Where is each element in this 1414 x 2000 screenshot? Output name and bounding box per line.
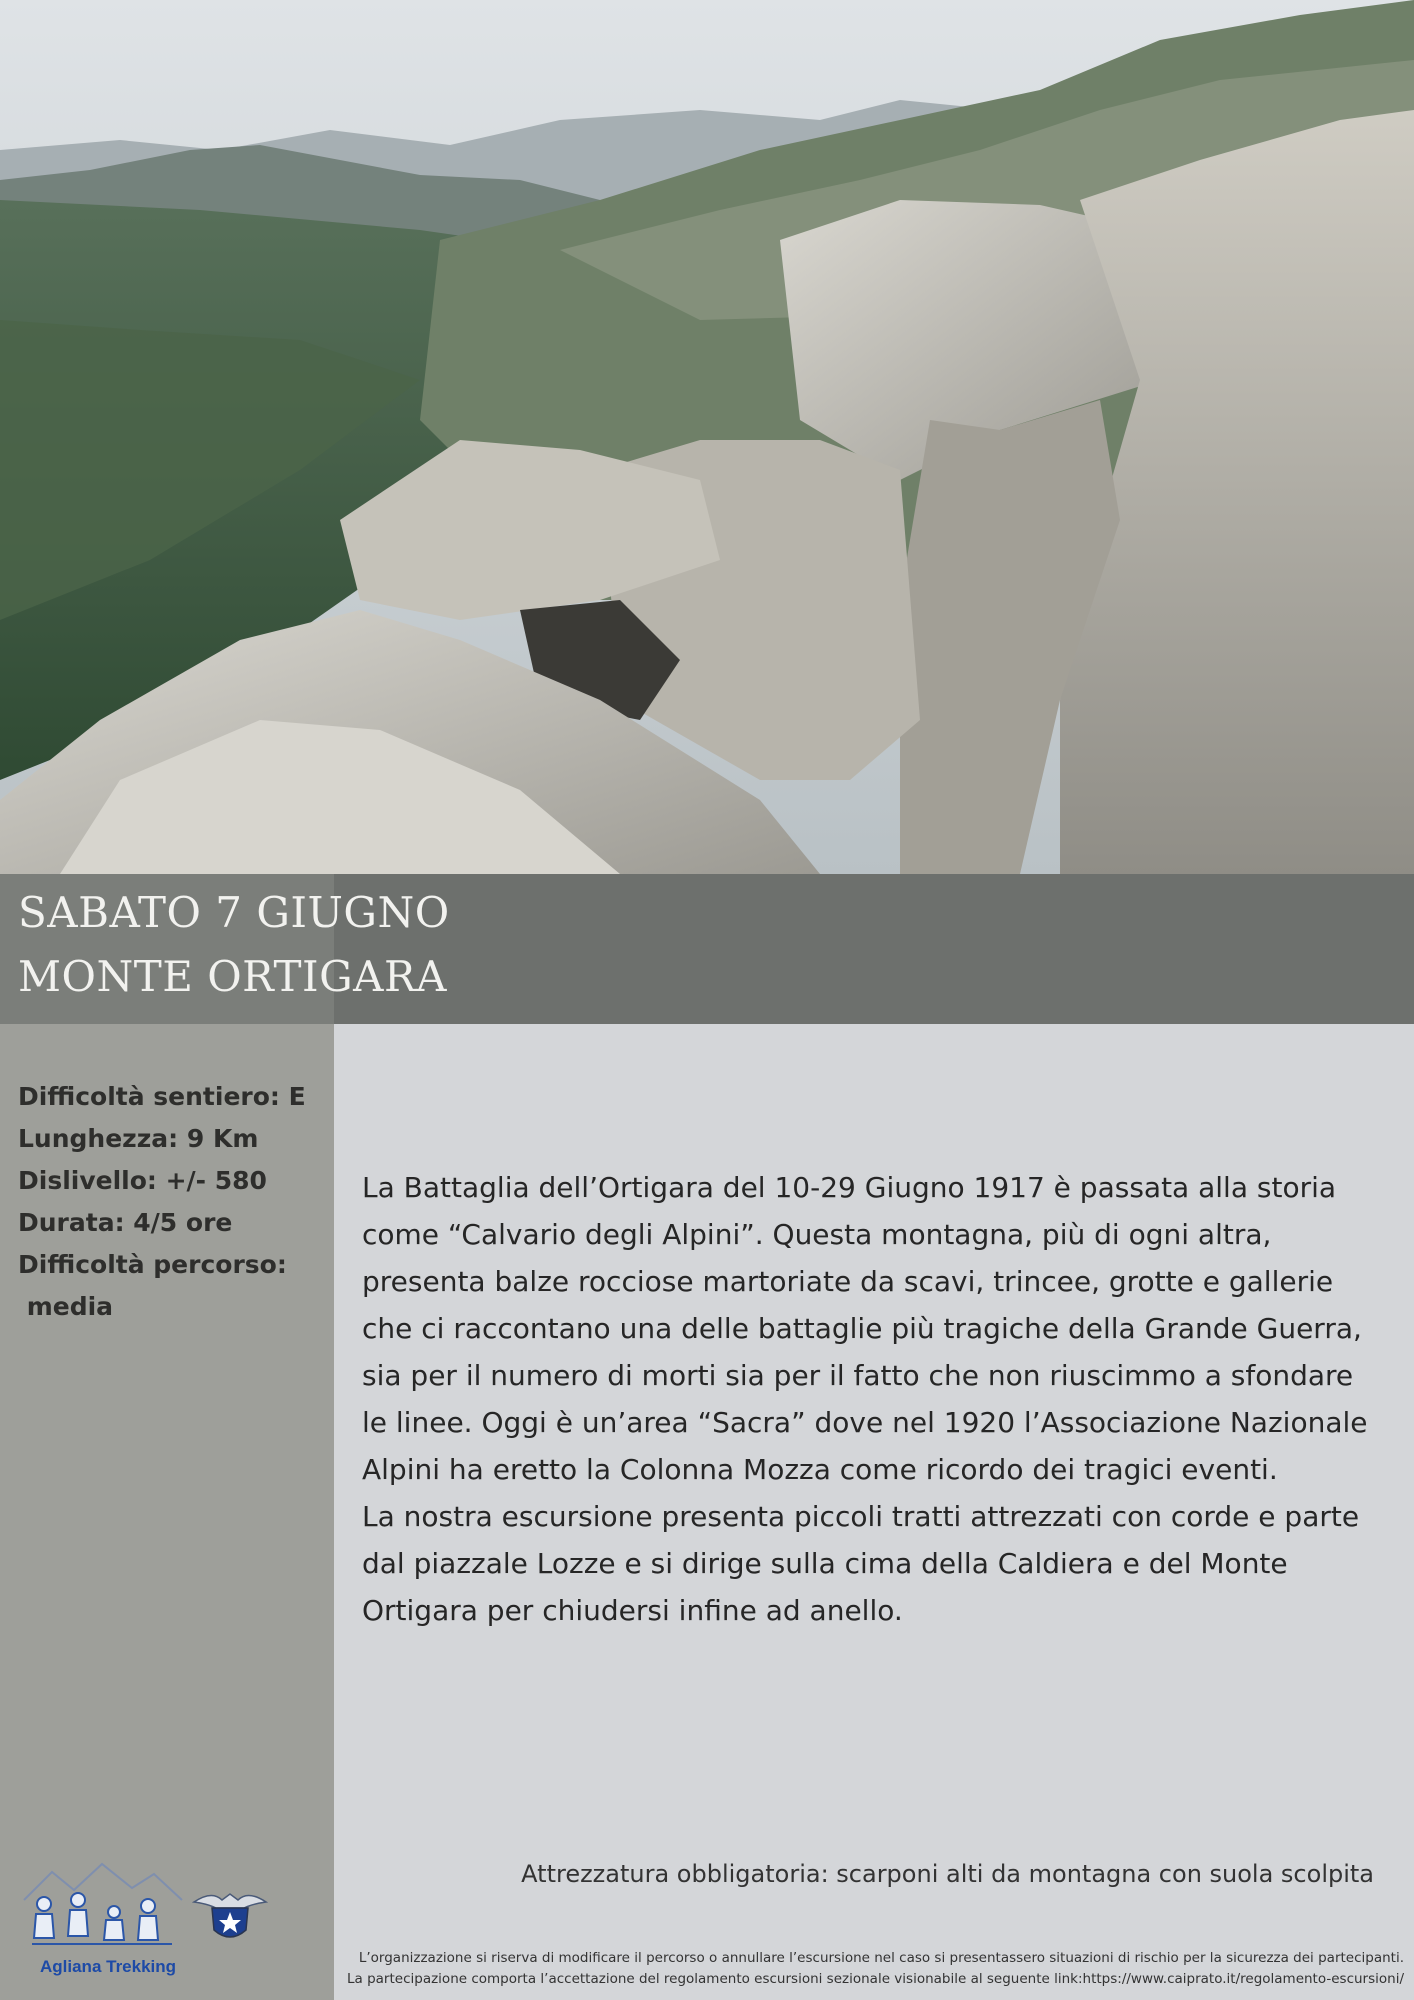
route-difficulty-value: media: [18, 1292, 114, 1321]
cai-eagle-logo-icon: [192, 1886, 268, 1948]
info-sidebar: [0, 1024, 334, 2000]
required-equipment: Attrezzatura obbligatoria: scarponi alti da montagna con suola scolpita: [521, 1860, 1374, 1888]
disclaimer: [334, 1948, 1404, 1990]
route-difficulty-label: Difficoltà percorso:: [18, 1250, 287, 1279]
description-paragraph-2: La nostra escursione presenta piccoli tratti attrezzati con corde e parte dal piazzale Lozze e si dirige sulla cima della Caldiera e del Monte Ortigara per chiudersi infine ad anello.: [362, 1500, 1360, 1627]
description: [362, 1164, 1372, 1634]
title-band: [0, 874, 1414, 1024]
hero-photo: [0, 0, 1414, 874]
disclaimer-line-2[interactable]: La partecipazione comporta l’accettazione del regolamento escursioni sezionale visionabile al seguente link:https://www.caiprato.it/regolamento-escursioni/: [347, 1971, 1404, 1987]
disclaimer-line-1: L’organizzazione si riserva di modificare il percorso o annullare l’escursione nel caso si presentassero situazioni di rischio per la sicurezza dei partecipanti.: [358, 1950, 1404, 1966]
description-paragraph-1: La Battaglia dell’Ortigara del 10-29 Giugno 1917 è passata alla storia come “Calvario degli Alpini”. Questa montagna, più di ogni altra, presenta balze rocciose martoriate da scavi, trincee, grotte e gallerie che ci raccontano una delle battaglie più tragiche della Grande Guerra, sia per il numero di morti sia per il fatto che non riuscimmo a sfondare le linee. Oggi è un’area “Sacra” dove nel 1920 l’Associazione Nazionale Alpini ha eretto la Colonna Mozza come ricordo dei tragici eventi.: [362, 1171, 1368, 1486]
event-title: MONTE ORTIGARA: [18, 952, 447, 1001]
main-content: [334, 1024, 1414, 2000]
duration: Durata: 4/5 ore: [18, 1208, 233, 1237]
mountain-trench-photo: [0, 0, 1414, 874]
agliana-trekking-name: Agliana Trekking: [40, 1957, 177, 1976]
event-date: SABATO 7 GIUGNO: [18, 888, 450, 937]
trail-length: Lunghezza: 9 Km: [18, 1124, 259, 1153]
trail-difficulty: Difficoltà sentiero: E: [18, 1082, 306, 1111]
elevation-gain: Dislivello: +/- 580: [18, 1166, 267, 1195]
